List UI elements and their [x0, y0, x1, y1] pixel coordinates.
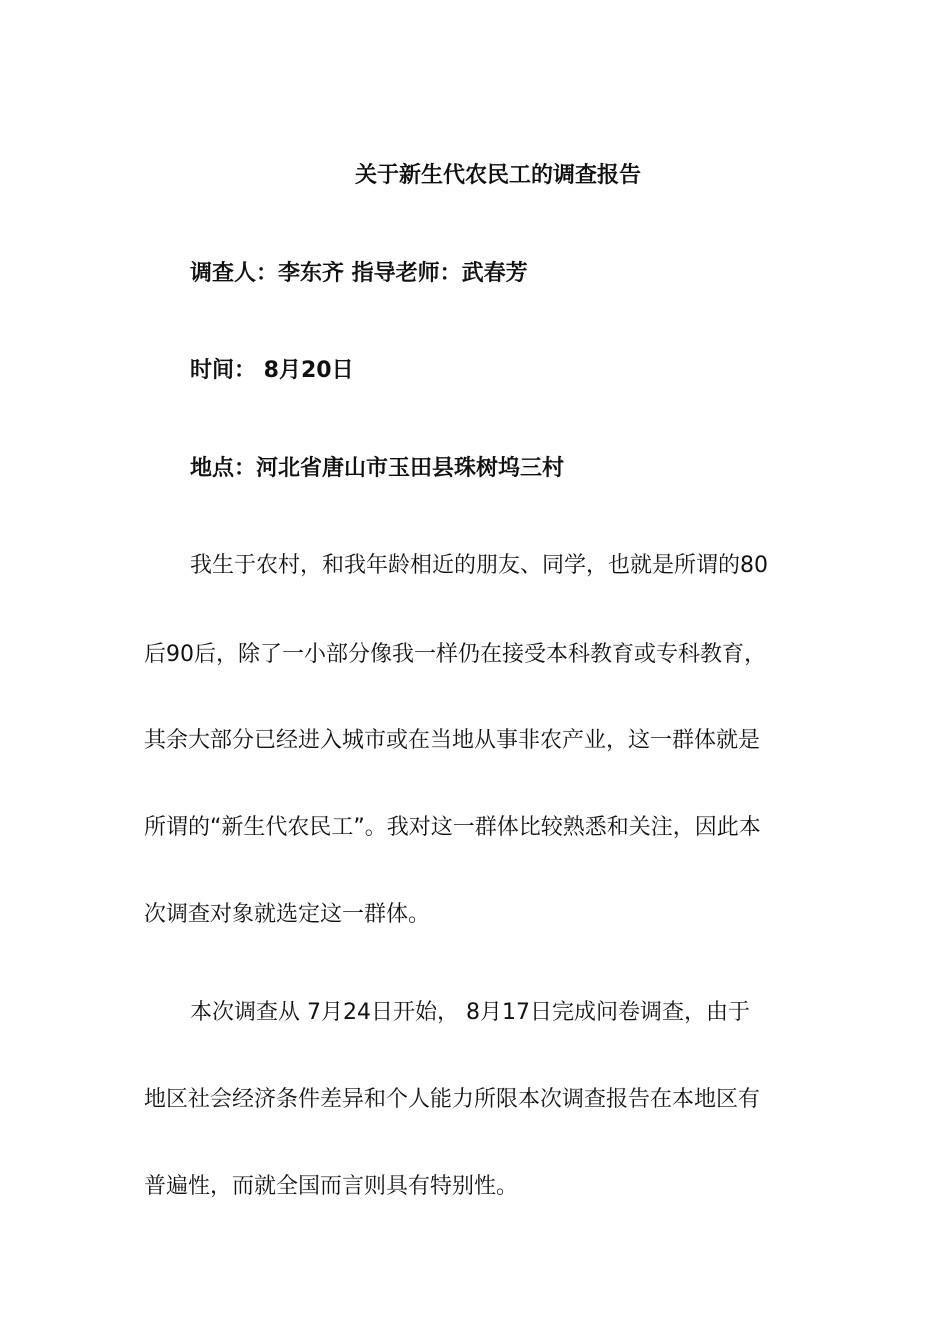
paragraph1-line: 次调查对象就选定这一群体。 [144, 902, 431, 927]
paragraph1-line: 后90后，除了一小部分像我一样仍在接受本科教育或专科教育， [144, 642, 766, 667]
paragraph2-line: 地区社会经济条件差异和个人能力所限本次调查报告在本地区有 [144, 1087, 761, 1112]
place-line: 地点：河北省唐山市玉田县珠树坞三村 [190, 456, 565, 481]
paragraph1-line: 所谓的“新生代农民工”。我对这一群体比较熟悉和关注，因此本 [144, 815, 761, 840]
paragraph1-line: 我生于农村，和我年龄相近的朋友、同学，也就是所谓的80 [190, 553, 768, 578]
time-line: 时间： 8月20日 [190, 358, 354, 383]
paragraph1-line: 其余大部分已经进入城市或在当地从事非农产业，这一群体就是 [144, 728, 761, 753]
investigator-line: 调查人：李东齐 指导老师：武春芳 [190, 261, 528, 286]
paragraph2-line: 本次调查从 7月24日开始， 8月17日完成问卷调查，由于 [190, 1000, 750, 1025]
paragraph2-line: 普遍性，而就全国而言则具有特别性。 [144, 1174, 519, 1199]
document-title: 关于新生代农民工的调查报告 [354, 163, 641, 188]
